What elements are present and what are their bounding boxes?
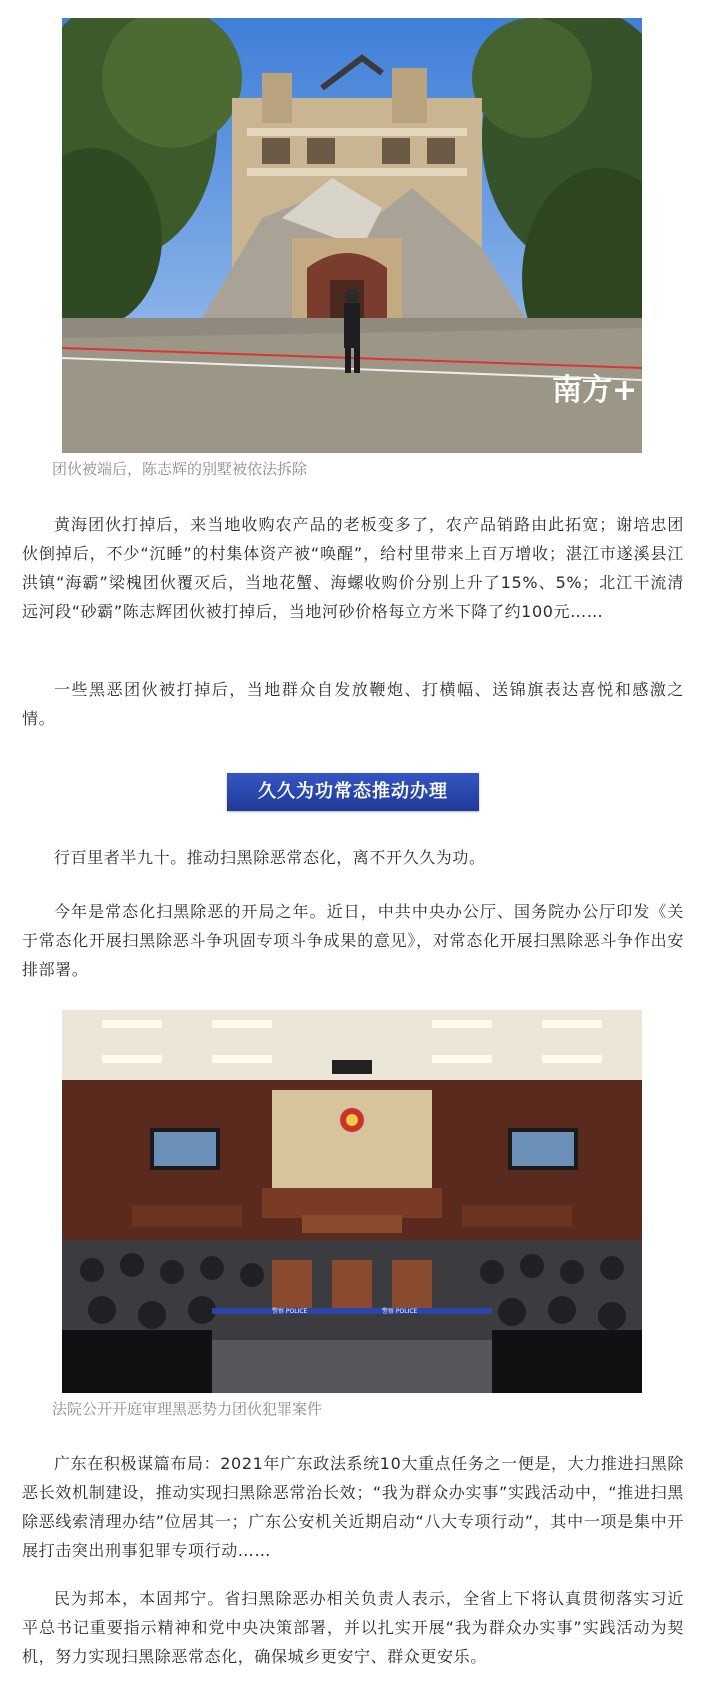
paragraph-2: 一些黑恶团伙被打掉后，当地群众自发放鞭炮、打横幅、送锦旗表达喜悦和感激之情。 xyxy=(22,680,684,728)
paragraph-1: 黄海团伙打掉后，来当地收购农产品的老板变多了，农产品销路由此拓宽；谢培忠团伙倒掉后，不少“沉睡”的村集体资产被“唤醒”，给村里带来上百万增收；湛江市遂溪县江洪镇“海霸”梁槐团伙覆灭后，当地花蟹、海螺收购价分别上升了15%、5%；北江干流清远河段“砂霸”陈志辉团伙被打掉后，当地河砂价格每立方米下降了约100元…… xyxy=(22,515,684,621)
demolition-photo xyxy=(62,18,642,453)
police-sign: 警察 POLICE xyxy=(272,1308,308,1315)
image-caption: 团伙被端后，陈志辉的别墅被依法拆除 xyxy=(52,460,308,478)
paragraph-5: 广东在积极谋篇布局：2021年广东政法系统10大重点任务之一便是，大力推进扫黑除恶长效机制建设，推动实现扫黑除恶常治长效；“我为群众办实事”实践活动中，“推进扫黑除恶线索清理办结”位居其一；广东公安机关近期启动“八大专项行动”，其中一项是集中开展打击突出刑事犯罪专项行动…… xyxy=(22,1454,684,1560)
section-heading: 久久为功常态推动办理 xyxy=(227,773,479,811)
paragraph-3: 行百里者半九十。推动扫黑除恶常态化，离不开久久为功。 xyxy=(54,848,486,867)
photo-watermark: 南方+ xyxy=(552,373,638,408)
image-caption: 法院公开开庭审理黑恶势力团伙犯罪案件 xyxy=(52,1400,323,1418)
paragraph-6: 民为邦本，本固邦宁。省扫黑除恶办相关负责人表示，全省上下将认真贯彻落实习近平总书记重要指示精神和党中央决策部署，并以扎实开展“我为群众办实事”实践活动为契机，努力实现扫黑除恶常态化，确保城乡更安宁、群众更安乐。 xyxy=(22,1589,684,1666)
paragraph-4: 今年是常态化扫黑除恶的开局之年。近日，中共中央办公厅、国务院办公厅印发《关于常态化开展扫黑除恶斗争巩固专项斗争成果的意见》，对常态化开展扫黑除恶斗争作出安排部署。 xyxy=(22,902,684,979)
courtroom-photo xyxy=(62,1010,642,1393)
police-sign: 警察 POLICE xyxy=(382,1308,418,1315)
